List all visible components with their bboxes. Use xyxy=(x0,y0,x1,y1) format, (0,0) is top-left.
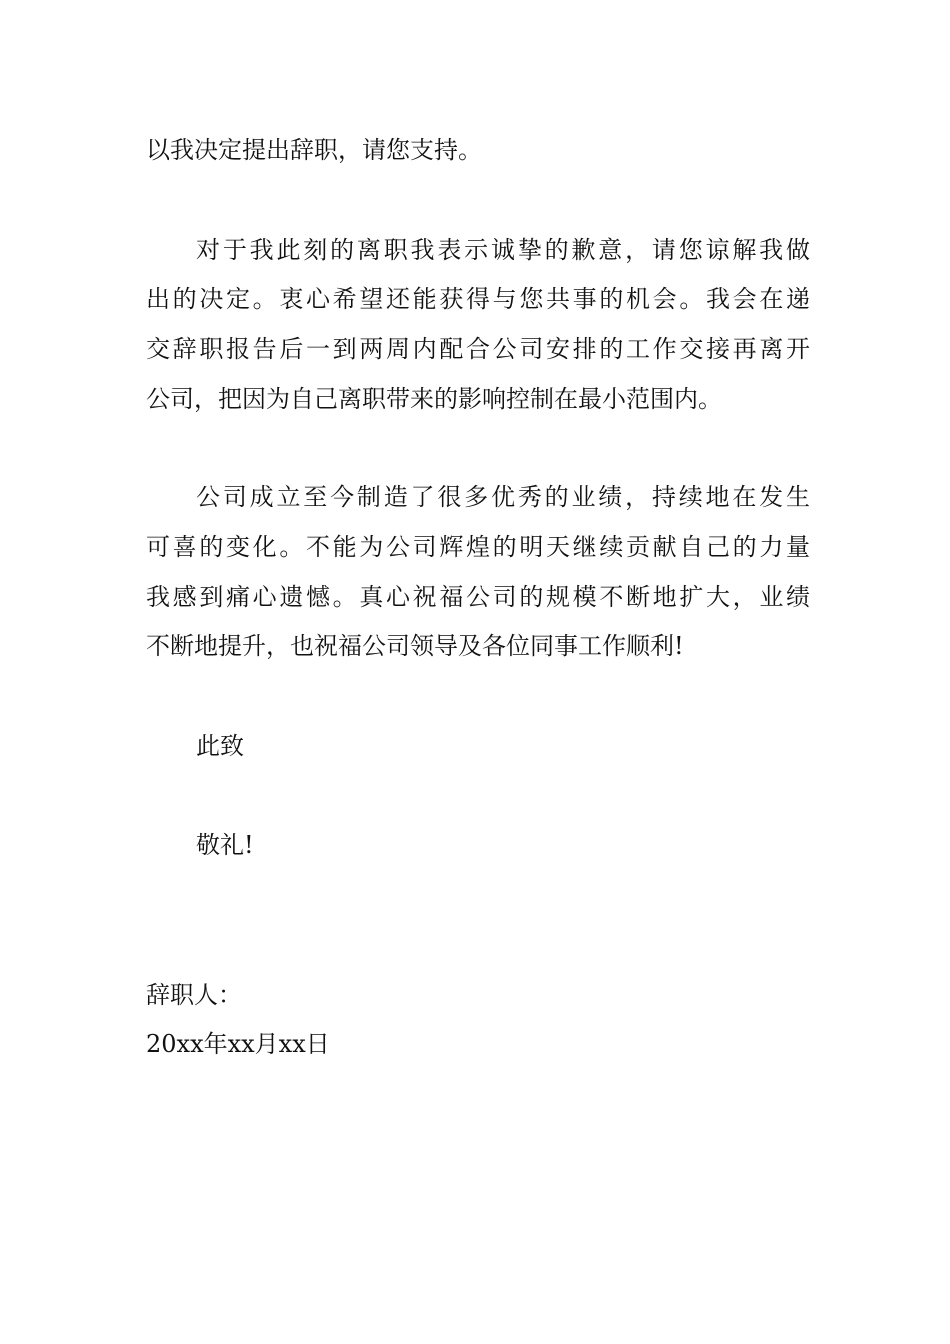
continuation-line: 以我决定提出辞职，请您支持。 xyxy=(146,136,482,164)
paragraph-2-line-1: 对于我此刻的离职我表示诚挚的歉意，请您谅解我做 xyxy=(196,236,810,264)
signature-date: 20xx年xx月xx日 xyxy=(146,1030,330,1058)
paragraph-2-line-2: 出的决定。衷心希望还能获得与您共事的机会。我会在递 xyxy=(146,285,810,313)
paragraph-3-line-4: 不断地提升，也祝福公司领导及各位同事工作顺利! xyxy=(146,632,684,660)
paragraph-2-line-4: 公司，把因为自己离职带来的影响控制在最小范围内。 xyxy=(146,385,722,413)
closing-regards: 敬礼! xyxy=(196,831,254,859)
paragraph-2-line-3: 交辞职报告后一到两周内配合公司安排的工作交接再离开 xyxy=(146,335,810,363)
paragraph-3-line-3: 我感到痛心遗憾。真心祝福公司的规模不断地扩大，业绩 xyxy=(146,583,810,611)
closing-salutation: 此致 xyxy=(196,732,244,760)
paragraph-3-line-1: 公司成立至今制造了很多优秀的业绩，持续地在发生 xyxy=(196,483,810,511)
signature-label: 辞职人： xyxy=(146,981,242,1009)
paragraph-3-line-2: 可喜的变化。不能为公司辉煌的明天继续贡献自己的力量 xyxy=(146,533,810,561)
